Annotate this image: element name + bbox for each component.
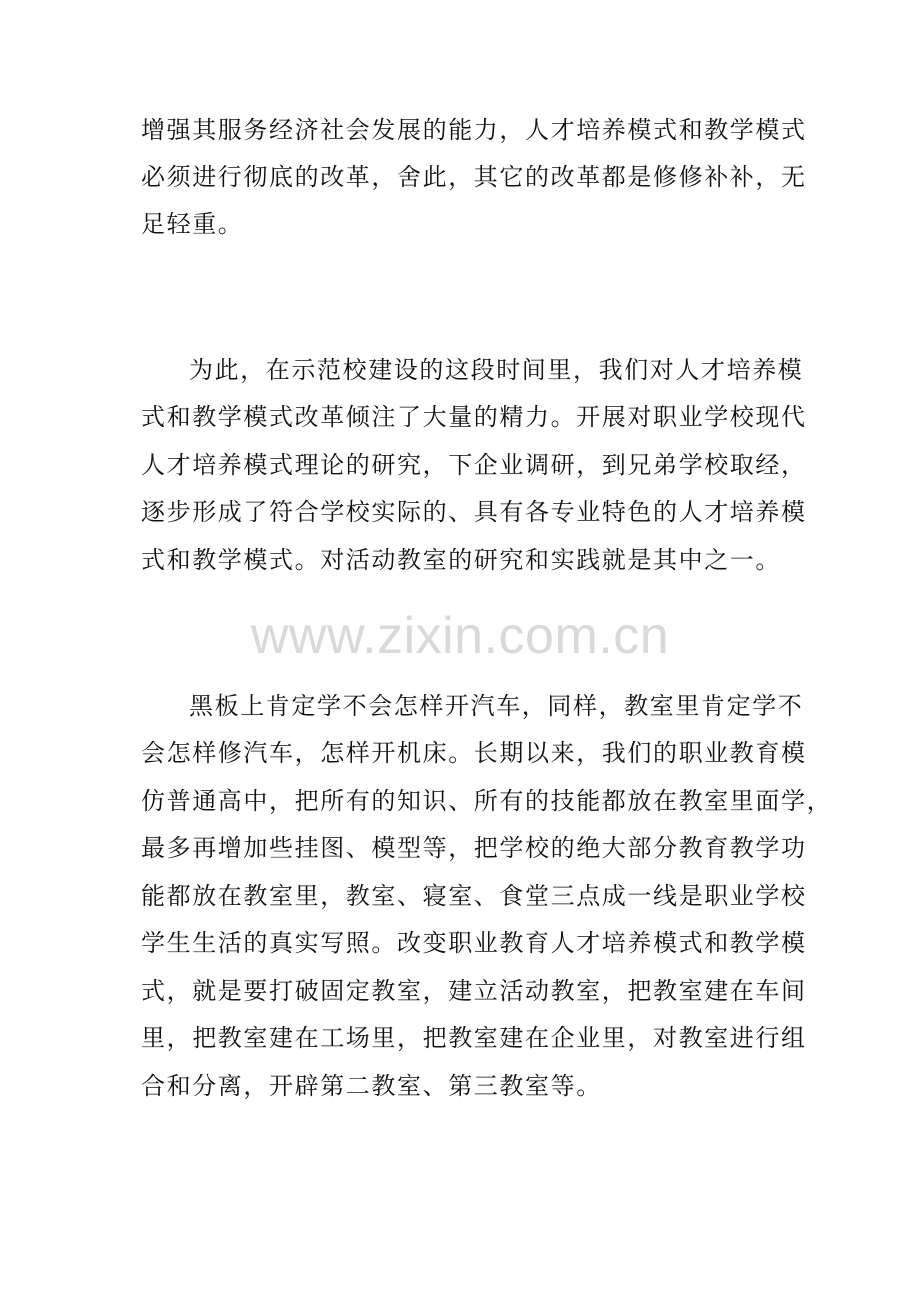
paragraph-1-line-1: 增强其服务经济社会发展的能力，人才培养模式和教学模式	[141, 116, 807, 144]
paragraph-3-line-2: 会怎样修汽车，怎样开机床。长期以来，我们的职业教育模	[141, 739, 807, 767]
paragraph-3-line-9: 合和分离，开辟第二教室、第三教室等。	[141, 1072, 602, 1100]
paragraph-1-line-3: 足轻重。	[141, 210, 244, 238]
paragraph-3-line-1: 黑板上肯定学不会怎样开汽车，同样，教室里肯定学不	[189, 692, 804, 720]
paragraph-3-line-7: 式，就是要打破固定教室，建立活动教室，把教室建在车间	[141, 977, 807, 1005]
paragraph-3-line-5: 能都放在教室里，教室、寝室、食堂三点成一线是职业学校	[141, 882, 807, 910]
paragraph-3-line-4: 最多再增加些挂图、模型等，把学校的绝大部分教育教学功	[141, 834, 807, 862]
watermark: www.zixin.com.cn	[250, 607, 670, 665]
paragraph-2-line-5: 式和教学模式。对活动教室的研究和实践就是其中之一。	[141, 546, 781, 574]
paragraph-1-line-2: 必须进行彻底的改革，舍此，其它的改革都是修修补补，无	[141, 163, 807, 191]
paragraph-3-line-8: 里，把教室建在工场里，把教室建在企业里，对教室进行组	[141, 1024, 807, 1052]
paragraph-2-line-4: 逐步形成了符合学校实际的、具有各专业特色的人才培养模	[141, 498, 807, 526]
paragraph-2-line-3: 人才培养模式理论的研究，下企业调研，到兄弟学校取经，	[141, 451, 807, 479]
paragraph-2-line-2: 式和教学模式改革倾注了大量的精力。开展对职业学校现代	[141, 403, 807, 431]
paragraph-3-line-6: 学生生活的真实写照。改变职业教育人才培养模式和教学模	[141, 929, 807, 957]
paragraph-3-line-3: 仿普通高中，把所有的知识、所有的技能都放在教室里面学，	[141, 787, 833, 815]
paragraph-2-line-1: 为此，在示范校建设的这段时间里，我们对人才培养模	[189, 356, 804, 384]
